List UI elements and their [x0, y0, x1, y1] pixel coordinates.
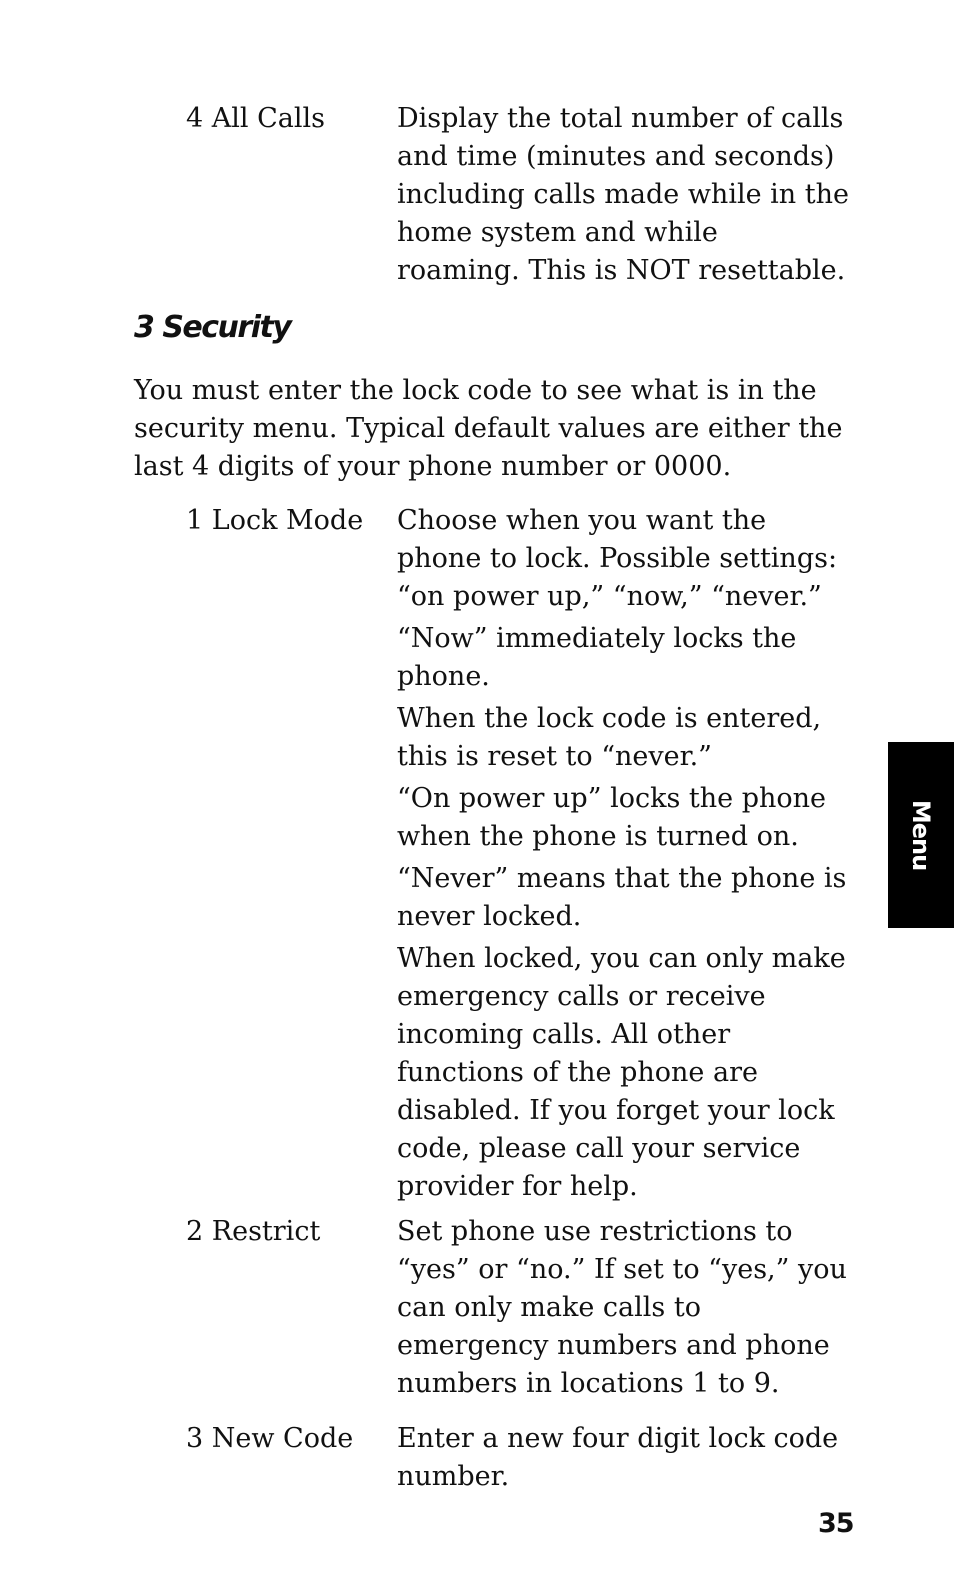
- description-paragraph: Enter a new four digit lock code number.: [397, 1423, 839, 1492]
- section-heading: 3 Security: [134, 310, 291, 345]
- page-number: 35: [818, 1508, 854, 1539]
- entry-term-restrict: 2 Restrict: [186, 1216, 321, 1247]
- entry-term-lock-mode: 1 Lock Mode: [186, 505, 364, 536]
- description-paragraph: Set phone use restrictions to “yes” or “no.” If set to “yes,” you can only make calls to emergency numbers and phone numbers in locations 1 to 9.: [397, 1216, 847, 1399]
- menu-section-tab: [888, 742, 954, 928]
- entry-description-new-code: [397, 1420, 849, 1500]
- description-paragraph: Display the total number of calls and time (minutes and seconds) including calls made while in the home system and while roaming. This is NOT resettable.: [397, 103, 849, 286]
- description-paragraph: “Never” means that the phone is never locked.: [397, 863, 847, 932]
- entry-term-all-calls: 4 All Calls: [186, 103, 325, 134]
- section-intro: You must enter the lock code to see what is in the security menu. Typical default values are either the last 4 digits of your phone number or 0000.: [134, 375, 843, 482]
- description-paragraph: Choose when you want the phone to lock. Possible settings: “on power up,” “now,” “never.”: [397, 505, 838, 612]
- menu-section-tab-label: Menu: [907, 799, 935, 871]
- entry-description-restrict: [397, 1213, 849, 1407]
- description-paragraph: “On power up” locks the phone when the phone is turned on.: [397, 783, 826, 852]
- description-paragraph: “Now” immediately locks the phone.: [397, 623, 797, 692]
- description-paragraph: When the lock code is entered, this is reset to “never.”: [397, 703, 822, 772]
- entry-description-lock-mode: [397, 502, 849, 1210]
- entry-term-new-code: 3 New Code: [186, 1423, 354, 1454]
- entry-description-all-calls: [397, 100, 849, 294]
- description-paragraph: When locked, you can only make emergency calls or receive incoming calls. All other functions of the phone are disabled. If you forget your lock code, please call your service provider for help.: [397, 943, 846, 1202]
